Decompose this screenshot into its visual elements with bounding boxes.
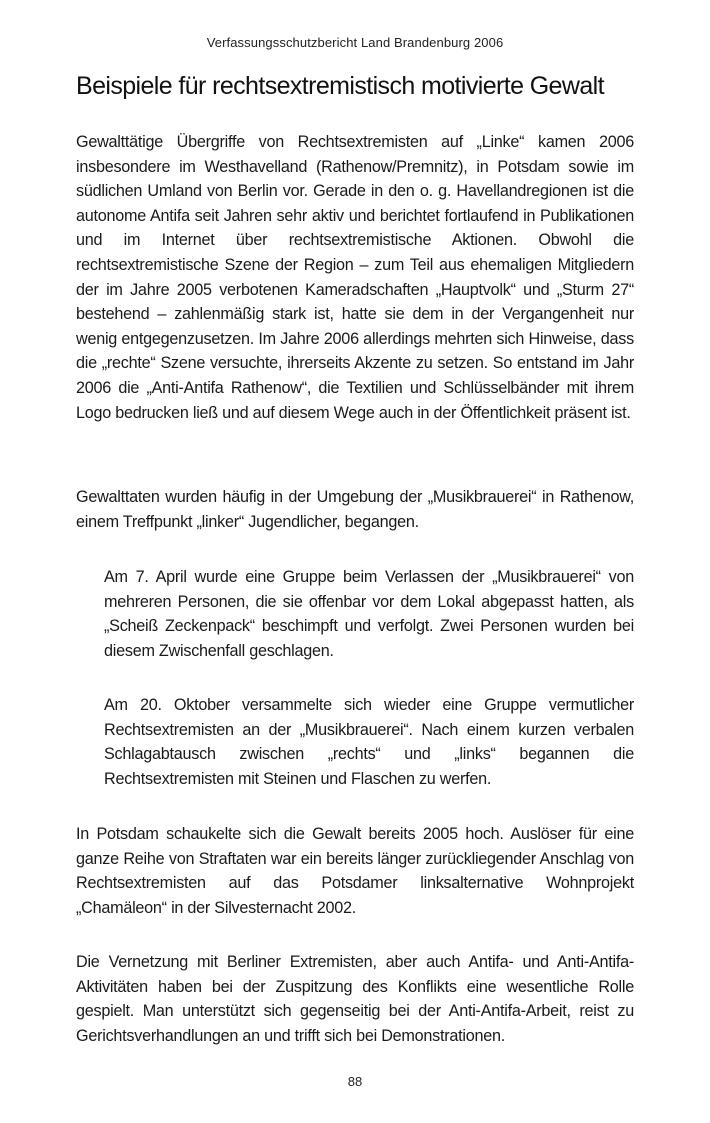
paragraph-potsdam: In Potsdam schaukelte sich die Gewalt bereits 2005 hoch. Auslöser für eine ganze Reihe von Straftaten war ein bereits länger zurückliegender Anschlag von Rechtsextremisten auf das Potsdamer linksalternative Wohnprojekt „Chamäleon“ in der Silvesternacht 2002. <box>76 825 634 917</box>
running-header: Verfassungsschutzbericht Land Brandenburg 2006 <box>206 35 504 50</box>
example-april-incident: Am 7. April wurde eine Gruppe beim Verlassen der „Musikbrauerei“ von mehreren Personen, die sie offenbar vor dem Lokal abgepasst hatten, als „Scheiß Zeckenpack“ beschimpft und verfolgt. Zwei Personen wurden bei diesem Zwischenfall geschlagen. <box>104 568 634 660</box>
page-title: Beispiele für rechtsextremistisch motivierte Gewalt <box>76 72 604 100</box>
paragraph-westhavelland: Gewalttätige Übergriffe von Rechtsextremisten auf „Linke“ kamen 2006 insbesondere im Westhavelland (Rathenow/Premnitz), in Potsdam sowie im südlichen Umland von Berlin vor. Gerade in den o. g. Havellandregionen ist die autonome Antifa seit Jahren sehr aktiv und berichtet fortlaufend in Publikationen und im Internet über rechtsextremistische Aktionen. Obwohl die rechtsextremistische Szene der Region – zum Teil aus ehemaligen Mitgliedern der im Jahre 2005 verbotenen Kameradschaften „Hauptvolk“ und „Sturm 27“ bestehend – zahlenmäßig stark ist, hatte sie dem in der Vergangenheit nur wenig entgegenzusetzen. Im Jahre 2006 allerdings mehrten sich Hinweise, dass die „rechte“ Szene versuchte, ihrerseits Akzente zu setzen. So entstand im Jahr 2006 die „Anti-Antifa Rathenow“, die Textilien und Schlüsselbänder mit ihrem Logo bedrucken ließ und auf diesem Wege auch in der Öffentlichkeit präsent ist. <box>76 133 634 422</box>
page-number: 88 <box>347 1074 363 1089</box>
paragraph-berlin-network: Die Vernetzung mit Berliner Extremisten, aber auch Antifa- und Anti-Antifa-Aktivitäten haben bei der Zuspitzung des Konflikts eine wesentliche Rolle gespielt. Man unterstützt sich gegenseitig bei der Anti-Antifa-Arbeit, reist zu Gerichtsverhandlungen an und trifft sich bei Demonstrationen. <box>76 953 634 1045</box>
example-october-incident: Am 20. Oktober versammelte sich wieder eine Gruppe vermutlicher Rechtsextremisten an der „Musikbrauerei“. Nach einem kurzen verbalen Schlagabtausch zwischen „rechts“ und „links“ begannen die Rechtsextremisten mit Steinen und Flaschen zu werfen. <box>104 696 634 788</box>
paragraph-musikbrauerei: Gewalttaten wurden häufig in der Umgebung der „Musikbrauerei“ in Rathenow, einem Treffpunkt „linker“ Jugendlicher, begangen. <box>76 488 634 531</box>
